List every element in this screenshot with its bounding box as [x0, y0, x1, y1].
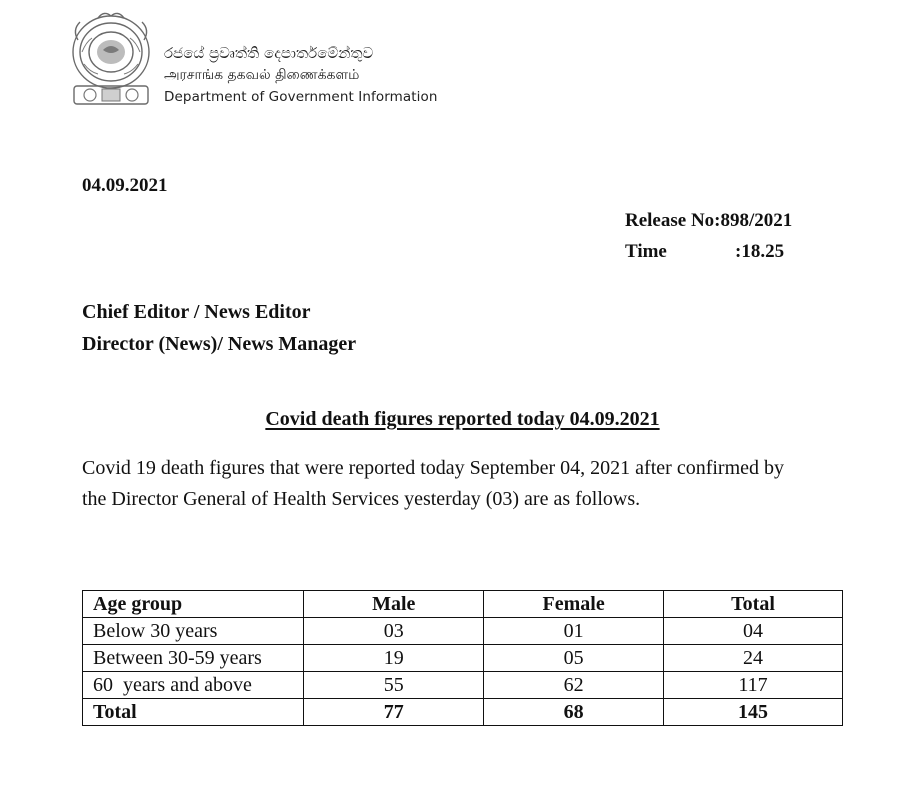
- table-row: [83, 618, 843, 645]
- table-row: [83, 672, 843, 699]
- table-cell: 03: [304, 618, 484, 645]
- recipient-line: Director (News)/ News Manager: [82, 333, 357, 355]
- recipients: [82, 296, 356, 360]
- release-title: [0, 408, 921, 431]
- table-cell: 60 years and above: [83, 672, 304, 699]
- column-header: Total: [664, 591, 843, 618]
- time-label: Time: [625, 241, 667, 262]
- column-header: Age group: [83, 591, 304, 618]
- department-name-block: [164, 42, 438, 108]
- table-cell: 01: [484, 618, 664, 645]
- table-cell: Total: [83, 699, 304, 726]
- government-emblem-icon: [68, 12, 154, 110]
- table-cell: 145: [664, 699, 843, 726]
- death-figures-table: [82, 590, 843, 726]
- table-cell: 05: [484, 645, 664, 672]
- table-cell: Below 30 years: [83, 618, 304, 645]
- column-header: Female: [484, 591, 664, 618]
- table-cell: 24: [664, 645, 843, 672]
- department-name-english: Department of Government Information: [164, 89, 438, 105]
- column-header: Male: [304, 591, 484, 618]
- release-info: [625, 205, 792, 267]
- table-cell: 117: [664, 672, 843, 699]
- department-name-tamil: அரசாங்க தகவல் திணைக்களம்: [164, 67, 360, 83]
- release-title-text: Covid death figures reported today 04.09.2021: [265, 408, 660, 430]
- release-label: Release No:: [625, 210, 721, 231]
- table-cell: Between 30-59 years: [83, 645, 304, 672]
- table-cell: 55: [304, 672, 484, 699]
- table-cell: 68: [484, 699, 664, 726]
- table-header-row: [83, 591, 843, 618]
- table-cell: 04: [664, 618, 843, 645]
- table-cell: 62: [484, 672, 664, 699]
- body-paragraph: Covid 19 death figures that were reported today September 04, 2021 after confirmed by the Director General of Health Services yesterday (03) are as follows.: [82, 457, 785, 510]
- table-total-row: [83, 699, 843, 726]
- table-cell: 19: [304, 645, 484, 672]
- department-name-sinhala: රජයේ ප්‍රවෘත්ති දෙපාර්තමේන්තුව: [164, 44, 374, 62]
- letterhead: [68, 12, 468, 112]
- table-row: [83, 645, 843, 672]
- document-date: 04.09.2021: [82, 175, 168, 196]
- release-number: 898/2021: [720, 210, 793, 231]
- table-cell: 77: [304, 699, 484, 726]
- recipient-line: Chief Editor / News Editor: [82, 301, 311, 323]
- time-value: :18.25: [735, 241, 785, 262]
